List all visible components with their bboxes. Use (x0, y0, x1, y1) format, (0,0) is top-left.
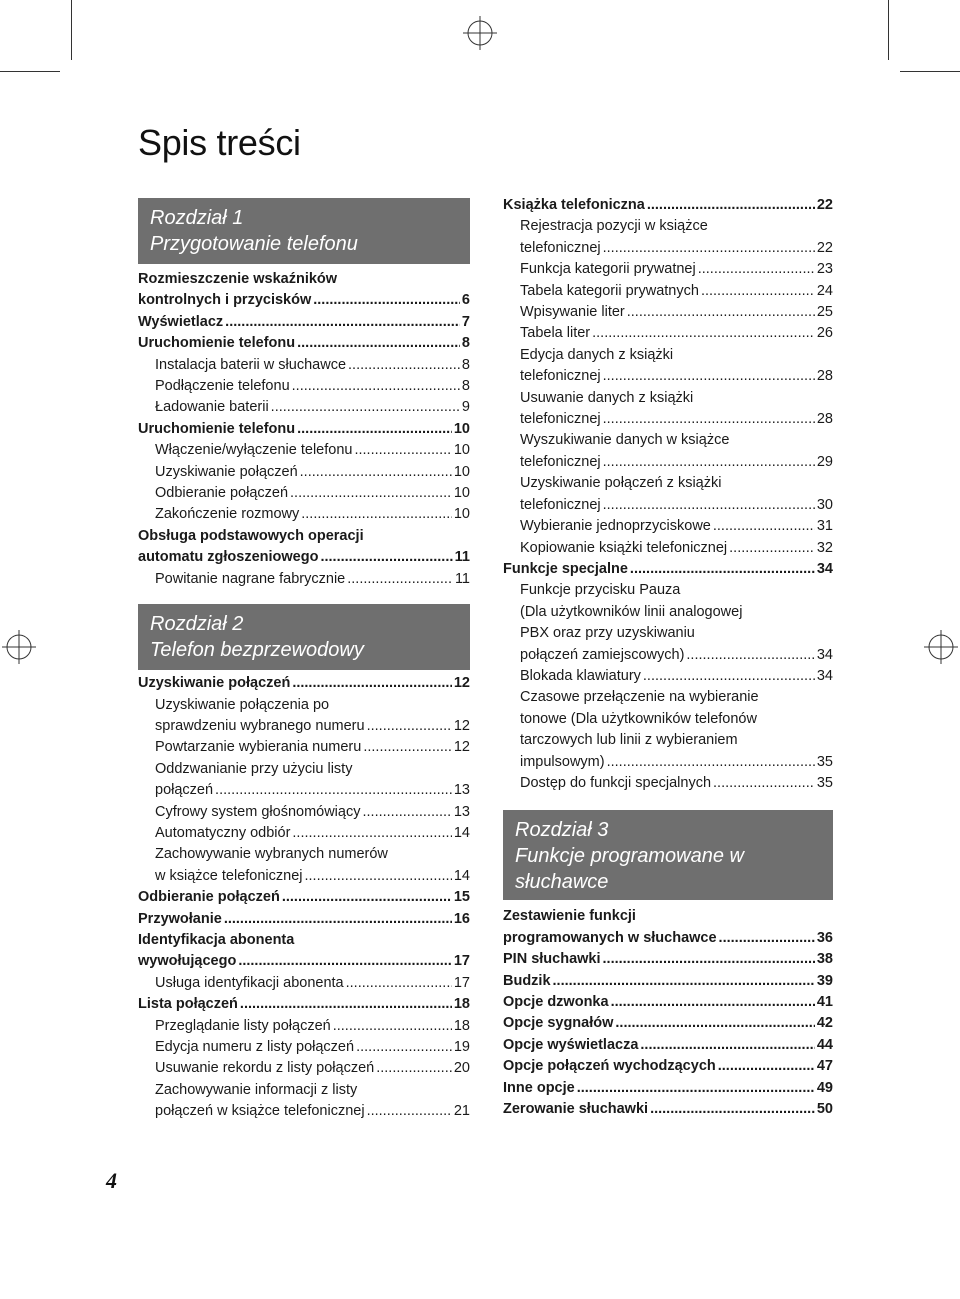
toc-page-number: 10 (453, 442, 470, 459)
toc-entry-label: połączeń zamiejscowych) (520, 646, 685, 663)
chapter-number: Rozdział 3 (515, 819, 609, 842)
dot-leader (701, 281, 815, 302)
toc-entry-label: Odbieranie połączeń (138, 889, 280, 906)
toc-entry-label: Funkcje specjalne (503, 560, 628, 577)
dot-leader (630, 559, 815, 580)
toc-entry-label: Edycja numeru z listy połączeń (155, 1039, 355, 1055)
toc-entry-label: sprawdzeniu wybranego numeru (155, 717, 365, 734)
toc-entry-text: tarczowych lub linii z wybieraniem (520, 732, 738, 749)
dot-leader (300, 462, 452, 483)
toc-entry-text: Zachowywanie wybranych numerów (155, 846, 388, 863)
toc-entry[interactable] (138, 951, 470, 972)
toc-page-number: 12 (453, 675, 470, 692)
dot-leader (603, 238, 815, 259)
page-number: 4 (106, 1168, 117, 1193)
toc-page-number: 22 (816, 197, 833, 213)
toc-entry-line (138, 1080, 470, 1101)
toc-entry[interactable] (138, 462, 470, 483)
toc-entry[interactable] (503, 1078, 833, 1099)
toc-entry[interactable] (138, 483, 470, 504)
dot-leader (729, 538, 815, 559)
toc-entry[interactable] (138, 333, 470, 354)
toc-entry-label: Uzyskiwanie połączeń (155, 463, 298, 480)
crop-mark (888, 0, 889, 60)
toc-page-number: 50 (816, 1101, 833, 1118)
toc-entry[interactable] (503, 495, 833, 516)
toc-entry-label: Usługa identyfikacji abonenta (155, 974, 344, 991)
dot-leader (301, 504, 452, 525)
toc-entry-label: Funkcja kategorii prywatnej (520, 261, 696, 278)
toc-entry[interactable] (138, 547, 470, 568)
toc-entry-label: kontrolnych i przycisków (138, 292, 312, 309)
toc-entry-label: Odbieranie połączeń (155, 485, 289, 502)
toc-page-number: 13 (453, 803, 470, 820)
dot-leader (271, 397, 460, 418)
toc-page-number: 11 (454, 549, 470, 566)
toc-entry-text: Funkcje przycisku Pauza (520, 582, 681, 599)
dot-leader (713, 773, 815, 794)
toc-entry[interactable] (138, 504, 470, 525)
toc-page-number: 8 (461, 378, 470, 395)
toc-page-number: 44 (816, 1036, 833, 1053)
dot-leader (282, 887, 452, 908)
dot-leader (650, 1099, 815, 1120)
toc-entry[interactable] (138, 1037, 470, 1058)
crop-mark (0, 71, 60, 72)
toc-page-number: 28 (816, 411, 833, 428)
toc-entry-line (138, 269, 470, 290)
chapter-number: Rozdział 2 (150, 613, 244, 636)
toc-entry-label: automatu zgłoszeniowego (138, 549, 319, 566)
toc-page-number: 10 (453, 420, 470, 437)
toc-entry-label: Lista połączeń (138, 996, 238, 1013)
dot-leader (577, 1078, 815, 1099)
crop-mark (900, 71, 960, 72)
toc-page-number: 26 (816, 325, 833, 342)
toc-page-number: 12 (453, 717, 470, 734)
toc-entry[interactable] (138, 866, 470, 887)
toc-entry[interactable] (503, 302, 833, 323)
toc-entry-label: Podłączenie telefonu (155, 378, 290, 395)
dot-leader (333, 1016, 452, 1037)
toc-page-number: 47 (816, 1058, 833, 1075)
toc-entry-text: PBX oraz przy uzyskiwaniu (520, 625, 695, 642)
toc-page-number: 6 (461, 292, 470, 309)
toc-page-number: 17 (453, 953, 470, 970)
dot-leader (292, 673, 452, 694)
toc-entry-line (138, 695, 470, 716)
dot-leader (603, 452, 815, 473)
toc-entry-label: w książce telefonicznej (155, 867, 303, 884)
dot-leader (224, 909, 452, 930)
toc-entry-label: Opcje dzwonka (503, 994, 609, 1010)
registration-mark-icon (463, 16, 497, 50)
toc-entry[interactable] (138, 290, 470, 311)
toc-page-number: 18 (453, 1017, 470, 1034)
toc-entry[interactable] (503, 971, 833, 992)
toc-entry-label: telefonicznej (520, 368, 601, 385)
toc-page-number: 34 (816, 667, 833, 684)
dot-leader (603, 366, 815, 387)
toc-page-number: 35 (816, 753, 833, 770)
toc-entry-line (138, 526, 470, 547)
toc-entry-label: Wybieranie jednoprzyciskowe (520, 518, 711, 535)
dot-leader (376, 1058, 452, 1079)
chapter-number: Rozdział 1 (150, 207, 244, 229)
toc-entry[interactable] (138, 716, 470, 737)
toc-entry-line (503, 430, 833, 451)
registration-mark-icon (2, 630, 36, 664)
toc-entry-line (138, 844, 470, 865)
dot-leader (225, 312, 460, 333)
chapter-2-header (138, 604, 470, 670)
toc-entry-label: telefonicznej (520, 453, 601, 470)
toc-entry[interactable] (503, 538, 833, 559)
toc-entry-text: Identyfikacja abonenta (138, 931, 295, 948)
dot-leader (363, 737, 452, 758)
toc-page-number: 22 (816, 239, 833, 256)
toc-entry[interactable] (503, 1056, 833, 1077)
toc-entry-text: Zachowywanie informacji z listy (155, 1081, 358, 1098)
toc-entry-text: tonowe (Dla użytkowników telefonów (520, 710, 757, 727)
toc-entry-text: Rozmieszczenie wskaźników (138, 271, 338, 287)
toc-entry-text: Czasowe przełączenie na wybieranie (520, 689, 759, 706)
toc-entry-label: Uruchomienie telefonu (138, 335, 296, 352)
toc-page-number: 18 (453, 996, 470, 1013)
toc-entry-label: telefonicznej (520, 496, 601, 513)
toc-entry-text: Wyszukiwanie danych w książce (520, 432, 730, 449)
toc-page-number: 10 (453, 463, 470, 480)
toc-page-number: 28 (816, 368, 833, 385)
dot-leader (603, 409, 815, 430)
toc-entry-text: (Dla użytkowników linii analogowej (520, 603, 743, 620)
toc-entry[interactable] (503, 1013, 833, 1034)
toc-entry[interactable] (503, 773, 833, 794)
dot-leader (603, 495, 815, 516)
toc-entry[interactable] (503, 1099, 833, 1120)
toc-page-number: 20 (453, 1060, 470, 1077)
dot-leader (238, 951, 452, 972)
toc-entry-label: telefonicznej (520, 239, 601, 256)
toc-entry-label: Budzik (503, 972, 551, 989)
toc-entry[interactable] (503, 259, 833, 280)
toc-entry-label: Inne opcje (503, 1079, 575, 1096)
toc-page-number: 15 (453, 889, 470, 906)
toc-entry-label: programowanych w słuchawce (503, 929, 717, 946)
toc-entry-line (503, 730, 833, 751)
toc-entry-line (503, 388, 833, 409)
toc-entry-label: Instalacja baterii w słuchawce (155, 356, 347, 373)
toc-page-number: 13 (453, 782, 470, 799)
toc-entry-text: Usuwanie danych z książki (520, 389, 694, 406)
toc-page-number: 10 (453, 485, 470, 502)
toc-entry[interactable] (138, 376, 470, 397)
toc-entry-label: Wyświetlacz (138, 313, 224, 330)
dot-leader (592, 323, 815, 344)
toc-entry-label: Opcje wyświetlacza (503, 1036, 639, 1053)
toc-page-number: 12 (453, 739, 470, 756)
toc-right-column (503, 195, 833, 1120)
toc-entry-label: Przeglądanie listy połączeń (155, 1017, 331, 1034)
toc-entry[interactable] (138, 673, 470, 694)
toc-entry[interactable] (503, 323, 833, 344)
toc-entry-label: Powtarzanie wybierania numeru (155, 739, 362, 756)
toc-entry-line (503, 580, 833, 601)
toc-page-number: 34 (816, 560, 833, 577)
toc-entry-line (138, 930, 470, 951)
toc-entry[interactable] (503, 559, 833, 580)
dot-leader (240, 994, 452, 1015)
dot-leader (686, 645, 814, 666)
dot-leader (305, 866, 452, 887)
toc-entry-label: Tabela liter (520, 325, 591, 342)
toc-entry-label: Kopiowanie książki telefonicznej (520, 539, 728, 556)
toc-page-number: 30 (816, 496, 833, 513)
toc-entry-label: połączeń (155, 782, 214, 799)
toc-entry[interactable] (138, 973, 470, 994)
toc-entry-line (503, 345, 833, 366)
toc-entry-label: Cyfrowy system głośnomówiący (155, 803, 361, 820)
dot-leader (367, 716, 452, 737)
toc-entry-label: Dostęp do funkcji specjalnych (520, 774, 712, 791)
chapter-title: Funkcje programowane w słuchawce (515, 845, 744, 894)
crop-mark (71, 0, 72, 60)
dot-leader (615, 1013, 814, 1034)
toc-page-number: 7 (461, 313, 470, 330)
dot-leader (297, 419, 452, 440)
toc-entry[interactable] (138, 569, 470, 590)
toc-entry-line (503, 906, 833, 927)
toc-entry-label: Blokada klawiatury (520, 667, 641, 684)
toc-entry-text: Edycja danych z książki (520, 346, 674, 363)
toc-entry-label: telefonicznej (520, 411, 601, 428)
toc-entry-label: Uruchomienie telefonu (138, 420, 296, 437)
toc-entry-label: Wpisywanie liter (520, 304, 625, 321)
toc-entry[interactable] (503, 195, 833, 216)
dot-leader (292, 376, 460, 397)
dot-leader (362, 802, 451, 823)
chapter-title: Przygotowanie telefonu (150, 233, 358, 255)
toc-page-number: 8 (461, 356, 470, 373)
dot-leader (354, 440, 451, 461)
toc-page-number: 16 (453, 910, 470, 927)
toc-entry[interactable] (138, 419, 470, 440)
toc-entry-label: PIN słuchawki (503, 951, 601, 968)
dot-leader (607, 752, 815, 773)
dot-leader (643, 666, 815, 687)
toc-page-number: 32 (816, 539, 833, 556)
toc-entry[interactable] (138, 440, 470, 461)
toc-entry-text: Uzyskiwanie połączenia po (155, 696, 330, 713)
toc-page-number: 25 (816, 304, 833, 321)
toc-entry-text: Zestawienie funkcji (503, 908, 636, 925)
toc-entry-label: Ładowanie baterii (155, 399, 269, 416)
dot-leader (346, 973, 452, 994)
toc-entry[interactable] (138, 312, 470, 333)
toc-list (138, 269, 470, 590)
chapter-1-header (138, 198, 470, 264)
toc-entry-label: Książka telefoniczna (503, 197, 645, 213)
toc-left-column (138, 198, 470, 1123)
toc-entry-label: Automatyczny odbiór (155, 824, 291, 841)
toc-entry-line (503, 709, 833, 730)
toc-page-number: 14 (453, 867, 470, 884)
dot-leader (627, 302, 815, 323)
toc-page-number: 36 (816, 929, 833, 946)
toc-entry-line (138, 759, 470, 780)
toc-entry-label: Przywołanie (138, 910, 222, 927)
toc-page-number: 24 (816, 282, 833, 299)
dot-leader (347, 569, 453, 590)
toc-page-number: 23 (816, 261, 833, 278)
toc-entry-text: Obsługa podstawowych operacji (138, 527, 364, 544)
toc-entry-text: Rejestracja pozycji w książce (520, 218, 708, 235)
toc-page-number: 41 (816, 994, 833, 1010)
toc-page-number: 9 (461, 399, 470, 416)
toc-page-number: 34 (816, 646, 833, 663)
toc-list (503, 906, 833, 1120)
toc-entry[interactable] (503, 949, 833, 970)
toc-entry-label: Usuwanie rekordu z listy połączeń (155, 1060, 375, 1077)
toc-entry-line (503, 216, 833, 237)
toc-entry[interactable] (503, 516, 833, 537)
toc-entry-line (503, 687, 833, 708)
toc-page-number: 31 (816, 518, 833, 535)
toc-entry-text: Uzyskiwanie połączeń z książki (520, 475, 722, 492)
dot-leader (603, 949, 815, 970)
toc-entry[interactable] (503, 238, 833, 259)
toc-page-number: 17 (453, 974, 470, 991)
toc-entry-label: Zakończenie rozmowy (155, 506, 300, 523)
dot-leader (611, 992, 815, 1013)
dot-leader (348, 355, 460, 376)
toc-page-number: 19 (453, 1039, 470, 1055)
toc-entry[interactable] (138, 909, 470, 930)
toc-entry[interactable] (503, 666, 833, 687)
toc-page-number: 42 (816, 1015, 833, 1032)
toc-entry-text: Oddzwanianie przy użyciu listy (155, 760, 353, 777)
toc-page-number: 29 (816, 453, 833, 470)
chapter-3-header (503, 810, 833, 900)
chapter-title: Telefon bezprzewodowy (150, 639, 364, 662)
dot-leader (698, 259, 815, 280)
toc-entry[interactable] (138, 1016, 470, 1037)
toc-entry-label: impulsowym) (520, 753, 605, 770)
toc-entry-line (503, 623, 833, 644)
dot-leader (367, 1101, 452, 1122)
toc-entry[interactable] (503, 992, 833, 1013)
toc-entry[interactable] (503, 645, 833, 666)
toc-entry-label: Włączenie/wyłączenie telefonu (155, 442, 353, 459)
toc-entry[interactable] (503, 928, 833, 949)
toc-page-number: 21 (453, 1103, 470, 1120)
toc-page-number: 49 (816, 1079, 833, 1096)
dot-leader (215, 780, 452, 801)
dot-leader (292, 823, 451, 844)
toc-entry[interactable] (138, 994, 470, 1015)
toc-entry[interactable] (503, 752, 833, 773)
toc-entry[interactable] (138, 780, 470, 801)
toc-entry[interactable] (138, 1101, 470, 1122)
toc-entry[interactable] (138, 1058, 470, 1079)
dot-leader (647, 195, 815, 216)
page-title: Spis treści (138, 122, 301, 163)
toc-page-number: 35 (816, 774, 833, 791)
toc-entry[interactable] (503, 281, 833, 302)
toc-entry[interactable] (138, 887, 470, 908)
dot-leader (713, 516, 815, 537)
toc-list (138, 673, 470, 1123)
toc-list (503, 195, 833, 794)
dot-leader (718, 1056, 815, 1077)
toc-entry[interactable] (503, 1035, 833, 1056)
dot-leader (356, 1037, 452, 1058)
dot-leader (320, 547, 452, 568)
toc-entry-label: Powitanie nagrane fabrycznie (155, 570, 346, 587)
toc-page-number: 11 (454, 570, 470, 587)
dot-leader (290, 483, 452, 504)
dot-leader (313, 290, 460, 311)
registration-mark-icon (924, 630, 958, 664)
toc-page-number: 39 (816, 972, 833, 989)
toc-entry[interactable] (138, 737, 470, 758)
dot-leader (297, 333, 460, 354)
toc-entry-label: Uzyskiwanie połączeń (138, 675, 291, 692)
toc-entry[interactable] (138, 355, 470, 376)
toc-page-number: 14 (453, 824, 470, 841)
toc-entry[interactable] (503, 409, 833, 430)
toc-entry[interactable] (138, 823, 470, 844)
toc-entry-label: Opcje połączeń wychodzących (503, 1058, 716, 1075)
toc-page-number: 8 (461, 335, 470, 352)
dot-leader (719, 928, 815, 949)
toc-entry-label: wywołującego (138, 953, 237, 970)
toc-entry-label: Tabela kategorii prywatnych (520, 282, 699, 299)
toc-entry-label: połączeń w książce telefonicznej (155, 1103, 365, 1120)
dot-leader (553, 971, 815, 992)
toc-entry[interactable] (138, 802, 470, 823)
dot-leader (640, 1035, 814, 1056)
toc-entry-label: Opcje sygnałów (503, 1015, 614, 1032)
toc-entry-line (503, 473, 833, 494)
toc-entry-label: Zerowanie słuchawki (503, 1101, 649, 1118)
toc-entry[interactable] (138, 397, 470, 418)
toc-entry-line (503, 602, 833, 623)
toc-entry[interactable] (503, 452, 833, 473)
toc-entry[interactable] (503, 366, 833, 387)
toc-page-number: 38 (816, 951, 833, 968)
toc-page-number: 10 (453, 506, 470, 523)
